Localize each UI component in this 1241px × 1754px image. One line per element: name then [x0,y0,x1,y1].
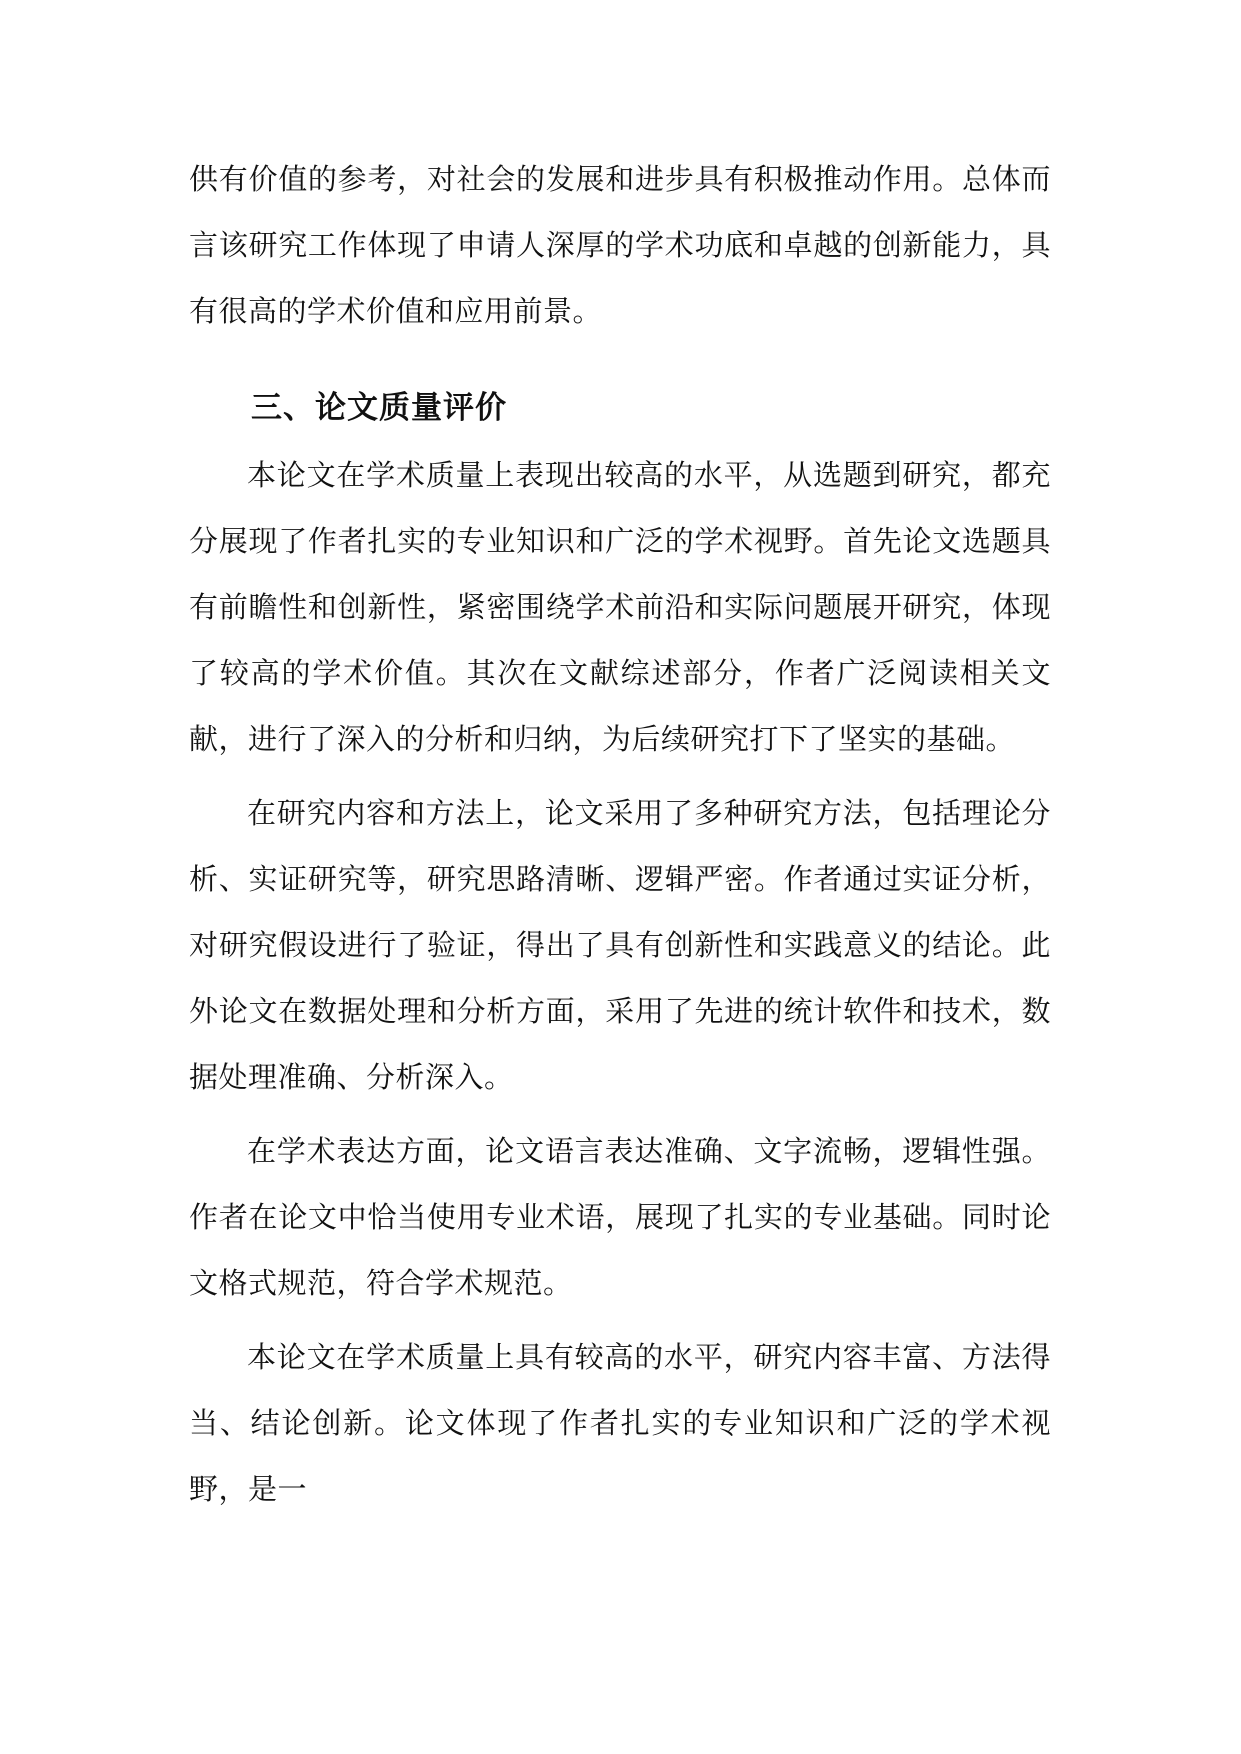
paragraph-topic-and-literature: 本论文在学术质量上表现出较高的水平，从选题到研究，都充分展现了作者扎实的专业知识和广泛的学术视野。首先论文选题具有前瞻性和创新性，紧密围绕学术前沿和实际问题展开研究，体现了较高的学术价值。其次在文献综述部分，作者广泛阅读相关文献，进行了深入的分析和归纳，为后续研究打下了坚实的基础。 [189,458,1051,756]
paragraph-academic-expression: 在学术表达方面，论文语言表达准确、文字流畅，逻辑性强。作者在论文中恰当使用专业术语，展现了扎实的专业基础。同时论文格式规范，符合学术规范。 [189,1134,1051,1300]
continued-paragraph: 供有价值的参考，对社会的发展和进步具有积极推动作用。总体而言该研究工作体现了申请人深厚的学术功底和卓越的创新能力，具有很高的学术价值和应用前景。 [189,162,1051,328]
section-heading: 三、论文质量评价 [251,390,507,426]
document-body [189,146,1051,1522]
paragraph-summary: 本论文在学术质量上具有较高的水平，研究内容丰富、方法得当、结论创新。论文体现了作者扎实的专业知识和广泛的学术视野，是一 [189,1340,1051,1506]
paragraph-methods: 在研究内容和方法上，论文采用了多种研究方法，包括理论分析、实证研究等，研究思路清晰、逻辑严密。作者通过实证分析，对研究假设进行了验证，得出了具有创新性和实践意义的结论。此外论文在数据处理和分析方面，采用了先进的统计软件和技术，数据处理准确、分析深入。 [189,796,1051,1094]
